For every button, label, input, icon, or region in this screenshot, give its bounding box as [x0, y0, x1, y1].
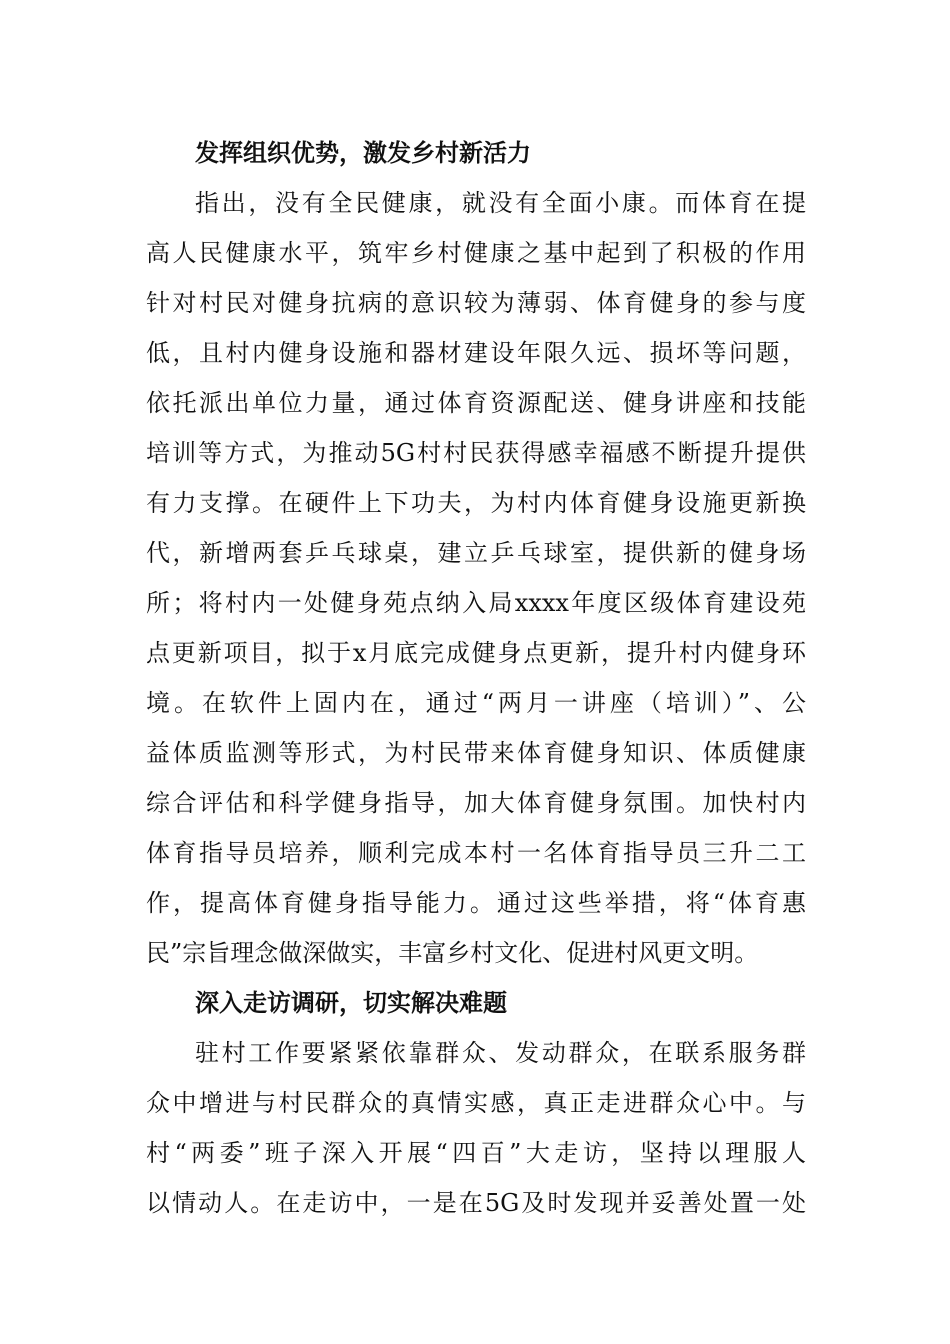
text-line: 高人民健康水平，筑牢乡村健康之基中起到了积极的作用 — [146, 239, 806, 267]
text-line: 综合评估和科学健身指导，加大体育健身氛围。加快村内 — [146, 789, 806, 817]
text-line: 众中增进与村民群众的真情实感，真正走进群众心中。与 — [146, 1089, 806, 1117]
text-line: 代，新增两套乒乓球桌，建立乒乓球室，提供新的健身场 — [146, 539, 806, 567]
document-body — [146, 128, 806, 1228]
text-line: 依托派出单位力量，通过体育资源配送、健身讲座和技能 — [146, 389, 806, 417]
text-line: 所；将村内一处健身苑点纳入局xxxx年度区级体育建设苑 — [146, 589, 806, 617]
paragraph-village-visits — [146, 1028, 806, 1228]
text-line: 以情动人。在走访中，一是在5G及时发现并妥善处置一处 — [146, 1189, 806, 1217]
text-line: 作，提高体育健身指导能力。通过这些举措，将“体育惠 — [146, 889, 806, 917]
text-line: 低，且村内健身设施和器材建设年限久远、损坏等问题， — [146, 339, 806, 367]
text-line: 驻村工作要紧紧依靠群众、发动群众，在联系服务群 — [195, 1039, 806, 1067]
text-line: 指出，没有全民健康，就没有全面小康。而体育在提 — [195, 189, 806, 217]
text-line: 境。在软件上固内在，通过“两月一讲座（培训）”、公 — [146, 689, 806, 717]
section-heading-organization: 发挥组织优势，激发乡村新活力 — [195, 139, 531, 167]
text-line: 培训等方式，为推动5G村村民获得感幸福感不断提升提供 — [146, 439, 806, 467]
text-line: 针对村民对健身抗病的意识较为薄弱、体育健身的参与度 — [146, 289, 806, 317]
text-line: 点更新项目，拟于x月底完成健身点更新，提升村内健身环 — [146, 639, 806, 667]
paragraph-sports-health — [146, 178, 806, 978]
text-line: 有力支撑。在硬件上下功夫，为村内体育健身设施更新换 — [146, 489, 806, 517]
text-line: 益体质监测等形式，为村民带来体育健身知识、体质健康 — [146, 739, 806, 767]
section-heading-visits: 深入走访调研，切实解决难题 — [195, 989, 507, 1017]
text-line: 民”宗旨理念做深做实，丰富乡村文化、促进村风更文明。 — [146, 939, 759, 967]
text-line: 村“两委”班子深入开展“四百”大走访，坚持以理服人 — [146, 1139, 806, 1167]
text-line: 体育指导员培养，顺利完成本村一名体育指导员三升二工 — [146, 839, 806, 867]
